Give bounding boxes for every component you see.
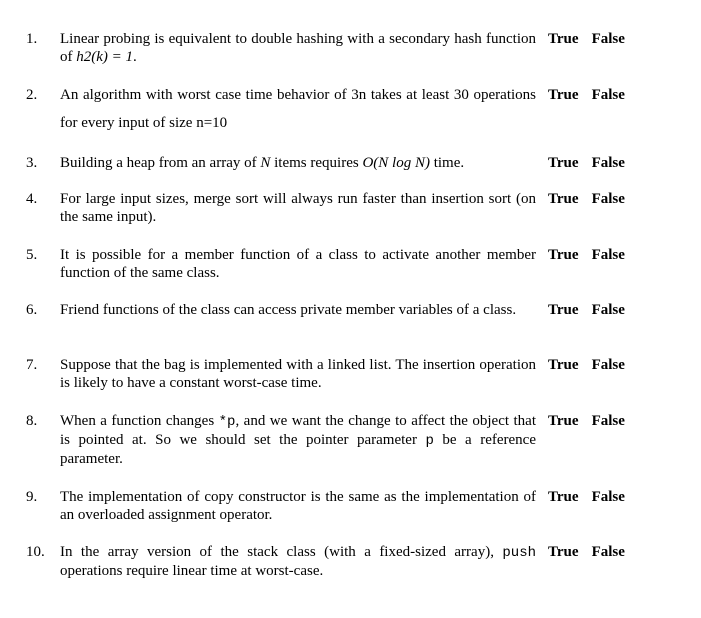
true-false-options (548, 190, 625, 208)
false-option[interactable]: False (591, 247, 625, 263)
true-option[interactable]: True (548, 191, 579, 207)
true-option[interactable]: True (548, 247, 579, 263)
question-number: 2. (26, 87, 38, 103)
question-number: 1. (26, 31, 38, 47)
true-false-options (548, 86, 625, 104)
question-number: 7. (26, 357, 38, 373)
question-text (60, 488, 536, 524)
question-text (60, 81, 536, 137)
true-false-options (548, 154, 625, 172)
text-run: Friend functions of the class can access private member variables of a class. (60, 302, 517, 318)
code-text: *p (218, 414, 236, 430)
question-text (60, 190, 536, 226)
question-number: 9. (26, 489, 38, 505)
false-option[interactable]: False (591, 413, 625, 429)
true-option[interactable]: True (548, 31, 579, 47)
question-text (60, 412, 536, 468)
question-number: 8. (26, 413, 38, 429)
true-option[interactable]: True (548, 489, 579, 505)
question-text (60, 30, 536, 66)
code-text: p (425, 433, 434, 449)
true-false-options (548, 356, 625, 374)
true-false-options (548, 543, 625, 561)
question-text (60, 246, 536, 282)
text-run: Linear probing is equivalent to double hashing with a secondary hash function of (60, 31, 536, 65)
math-text: N (260, 155, 271, 171)
math-text: O(N log N) (362, 155, 430, 171)
question-number: 5. (26, 247, 38, 263)
text-run: It is possible for a member function of a class to activate another member function of the same class. (60, 247, 536, 281)
question-text (60, 543, 536, 580)
question-number: 3. (26, 155, 38, 171)
text-run: For large input sizes, merge sort will always run faster than insertion sort (on the same input). (60, 191, 536, 225)
true-option[interactable]: True (548, 87, 579, 103)
true-option[interactable]: True (548, 302, 579, 318)
false-option[interactable]: False (591, 31, 625, 47)
text-run: The implementation of copy constructor is the same as the implementation of an overloaded assignment operator. (60, 489, 536, 523)
true-option[interactable]: True (548, 155, 579, 171)
question-number: 4. (26, 191, 38, 207)
text-run: be a reference parameter. (60, 432, 537, 467)
text-run: items requires (270, 155, 363, 171)
true-false-options (548, 488, 625, 506)
text-run: In the array version of the stack class (with a fixed-sized array), (60, 544, 503, 560)
text-run: Suppose that the bag is implemented with a linked list. The insertion operation is likely to have a constant worst-case time. (60, 357, 536, 391)
false-option[interactable]: False (591, 191, 625, 207)
true-false-options (548, 301, 625, 319)
text-run: When a function changes (60, 413, 219, 429)
question-text (60, 154, 536, 172)
false-option[interactable]: False (591, 87, 625, 103)
true-option[interactable]: True (548, 544, 579, 560)
text-run: time. (429, 155, 465, 171)
code-text: push (502, 545, 536, 561)
text-run: An algorithm with worst case time behavior of 3n takes at least 30 operations for every input of size n=10 (60, 87, 536, 131)
text-run: . (133, 49, 137, 65)
text-run: , and we want the change to affect the object that is pointed at. So we should set the pointer parameter (60, 413, 536, 448)
false-option[interactable]: False (591, 302, 625, 318)
true-false-options (548, 412, 625, 430)
true-false-options (548, 30, 625, 48)
text-run: Building a heap from an array of (60, 155, 261, 171)
true-false-options (548, 246, 625, 264)
false-option[interactable]: False (591, 489, 625, 505)
true-option[interactable]: True (548, 413, 579, 429)
question-text (60, 301, 536, 319)
false-option[interactable]: False (591, 544, 625, 560)
question-text (60, 356, 536, 392)
question-number: 6. (26, 302, 38, 318)
question-number: 10. (26, 544, 45, 560)
false-option[interactable]: False (591, 155, 625, 171)
math-text: h2(k) = 1 (76, 49, 134, 65)
false-option[interactable]: False (591, 357, 625, 373)
true-option[interactable]: True (548, 357, 579, 373)
text-run: operations require linear time at worst-case. (60, 563, 324, 579)
